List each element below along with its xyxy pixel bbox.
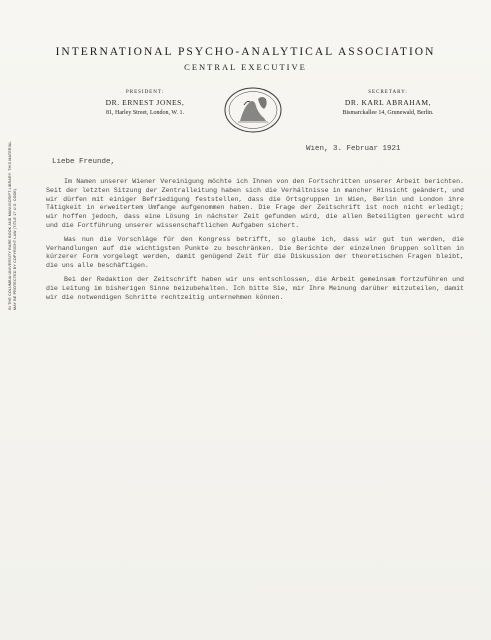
- letter-paragraph: Im Namen unserer Wiener Vereinigung möchte ich Ihnen von den Fortschritten unserer Arbeit berichten. Seit der letzten Sitzung der Zentralleitung haben sich die Verhältnisse in mancher Hinsicht geändert, und wir dürfen mit einiger Befriedigung feststellen, dass die Ortsgruppen in Wien, Berlin und London ihre Tätigkeit in erweitertem Umfange aufgenommen haben. Die Frage der Zeitschrift ist noch nicht erledigt; wir hoffen jedoch, dass eine Lösung in nächster Zeit gefunden wird, die allen Beteiligten gerecht wird und die Fortführung unserer wissenschaftlichen Aufgaben sichert.: [46, 178, 464, 229]
- letter-body: [46, 178, 464, 307]
- secretary-address: Bismarckallee 14, Grunewald, Berlin.: [342, 110, 434, 116]
- letter-paragraph: Was nun die Vorschläge für den Kongress betrifft, so glaube ich, dass wir gut tun werden, die Verhandlungen auf die wichtigsten Punkte zu beschränken. Die Berichte der einzelnen Gruppen sollten in kürzerer Form vorgelegt werden, damit genügend Zeit für die Diskussion der theoretischen Fragen bleibt, die uns alle beschäftigen.: [46, 235, 464, 270]
- secretary-name: DR. KARL ABRAHAM,: [344, 98, 432, 107]
- letter-salutation: Liebe Freunde,: [52, 158, 116, 166]
- president-name: DR. ERNEST JONES,: [105, 98, 185, 107]
- president-role: PRESIDENT:: [125, 90, 165, 95]
- secretary-block: [318, 88, 458, 118]
- president-address: 81, Harley Street, London, W. 1.: [106, 110, 184, 116]
- president-block: [70, 88, 220, 118]
- secretary-role: SECRETARY:: [368, 90, 408, 95]
- copyright-notice: IN THE COLUMBIA UNIVERSITY RARE BOOK AND MANUSCRIPT LIBRARY. THIS MATERIAL MAY BE PROTECTED BY COPYRIGHT LAW (TITLE 17 U.S. CODE).: [8, 141, 17, 310]
- oedipus-sphinx-seal-icon: [222, 85, 284, 135]
- organization-name: INTERNATIONAL PSYCHO-ANALYTICAL ASSOCIATION: [55, 46, 436, 58]
- letter-date: Wien, 3. Februar 1921: [306, 145, 401, 153]
- central-executive-heading: CENTRAL EXECUTIVE: [184, 62, 307, 72]
- letter-paragraph: Bei der Redaktion der Zeitschrift haben wir uns entschlossen, die Arbeit gemeinsam fortzuführen und die Leitung im bisherigen Sinne beizubehalten. Ich bitte Sie, mir Ihre Meinung darüber mitzuteilen, damit wir die notwendigen Schritte rechtzeitig unternehmen können.: [46, 275, 464, 301]
